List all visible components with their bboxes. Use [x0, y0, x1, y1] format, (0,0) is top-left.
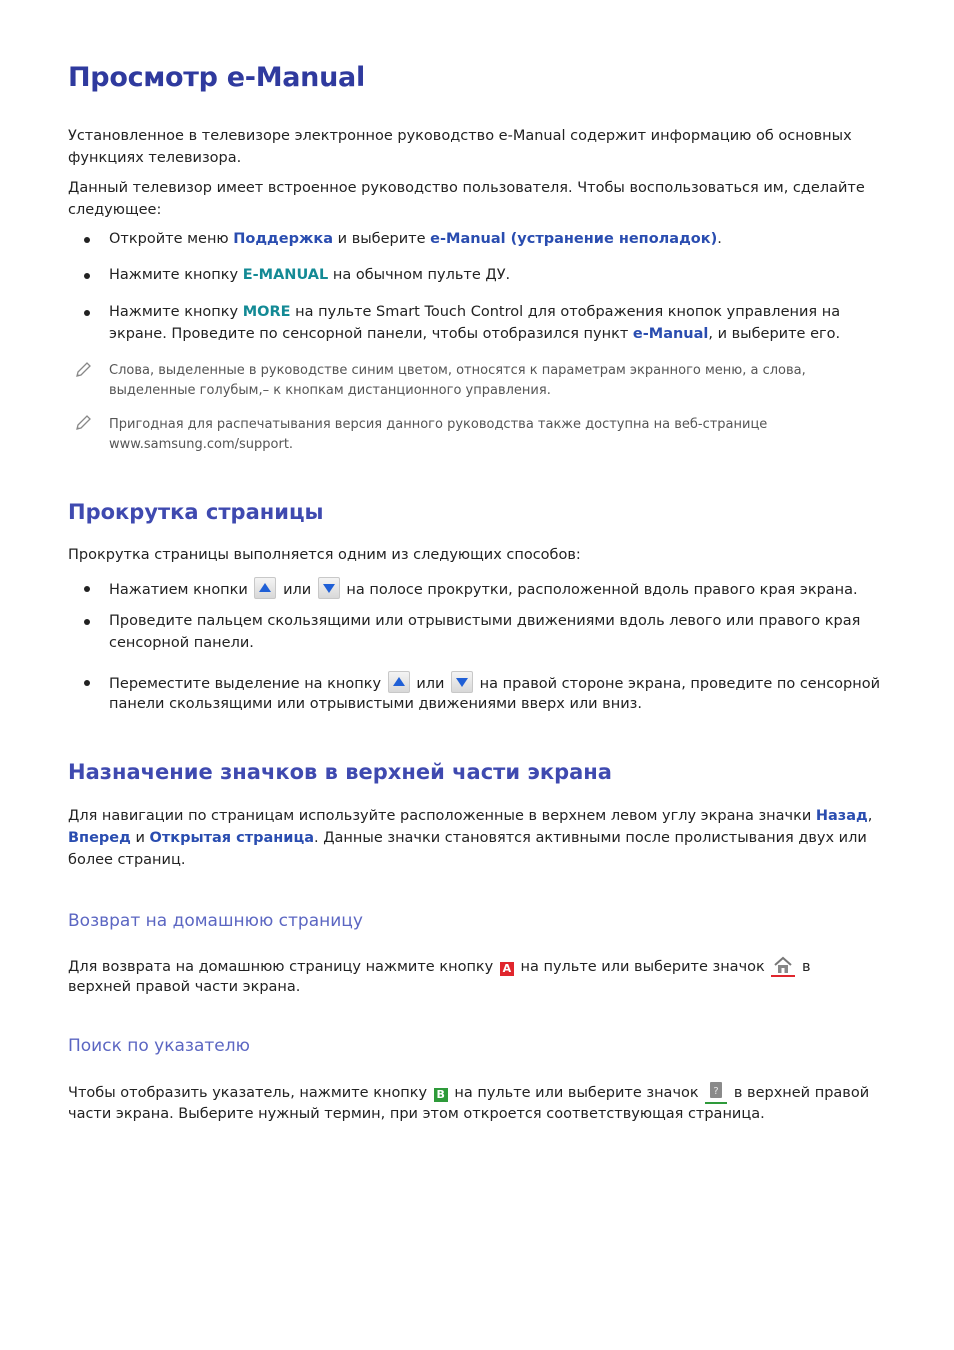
subheading-home: Возврат на домашнюю страницу — [68, 911, 363, 931]
scroll-bullet-focus: Переместите выделение на кнопку или на правой стороне экрана, проведите по сенсорной панели скользящими или отрывистыми движениями вверх или вниз. — [109, 671, 889, 714]
menu-support: Поддержка — [233, 231, 334, 247]
subheading-index: Поиск по указателю — [68, 1036, 250, 1056]
key-a-icon: A — [500, 962, 514, 976]
bullet-press-emanual: Нажмите кнопку E-MANUAL на обычном пульте ДУ. — [109, 267, 511, 283]
menu-open-page: Открытая страница — [149, 830, 314, 846]
pencil-note-icon — [74, 414, 92, 432]
scroll-lead: Прокрутка страницы выполняется одним из следующих способов: — [68, 547, 581, 563]
section-heading-scroll: Прокрутка страницы — [68, 500, 324, 524]
scroll-up-icon — [388, 671, 410, 693]
intro-paragraph-1: Установленное в телевизоре электронное руководство e-Manual содержит информацию об основных функциях телевизора. — [68, 128, 852, 166]
bullet-dot — [84, 619, 90, 625]
button-emanual: E-MANUAL — [242, 267, 329, 283]
home-icon — [771, 955, 795, 977]
bullet-dot — [84, 310, 90, 316]
menu-emanual: e-Manual — [632, 326, 709, 342]
scroll-up-icon — [254, 577, 276, 599]
svg-text:?: ? — [713, 1086, 719, 1097]
section-heading-icons: Назначение значков в верхней части экрана — [68, 760, 612, 784]
bullet-press-more: Нажмите кнопку MORE на пульте Smart Touch Control для отображения кнопок управления на экране. Проведите по сенсорной панели, чтобы отобразился пункт e-Manual, и выберите его. — [109, 304, 841, 342]
note-printable: Пригодная для распечатывания версия данного руководства также доступна на веб-странице www.samsung.com/support. — [109, 417, 768, 452]
bullet-dot — [84, 680, 90, 686]
bullet-dot — [84, 237, 90, 243]
bullet-dot — [84, 273, 90, 279]
page-title: Просмотр e-Manual — [68, 62, 365, 93]
index-paragraph: Чтобы отобразить указатель, нажмите кнопку B на пульте или выберите значок ? в верхней правой части экрана. Выберите нужный термин, при этом откроется соответствующая страница. — [68, 1080, 884, 1124]
bullet-open-menu: Откройте меню Поддержка и выберите e-Manual (устранение неполадок). — [109, 231, 722, 247]
key-b-icon: B — [434, 1088, 448, 1102]
intro-paragraph-2: Данный телевизор имеет встроенное руководство пользователя. Чтобы воспользоваться им, сделайте следующее: — [68, 180, 865, 218]
index-icon — [705, 1080, 727, 1104]
icons-paragraph: Для навигации по страницам используйте расположенные в верхнем левом углу экрана значки Назад, Вперед и Открытая страница. Данные значки становятся активными после пролистывания двух или более страниц. — [68, 808, 873, 868]
scroll-down-icon — [451, 671, 473, 693]
home-paragraph: Для возврата на домашнюю страницу нажмите кнопку A на пульте или выберите значок в верхней правой части экрана. — [68, 955, 868, 997]
scroll-bullet-swipe: Проведите пальцем скользящими или отрывистыми движениями вдоль левого или правого края сенсорной панели. — [109, 613, 861, 651]
menu-back: Назад — [815, 808, 868, 824]
scroll-bullet-buttons: Нажатием кнопки или на полосе прокрутки, расположенной вдоль правого края экрана. — [109, 577, 899, 601]
note-colors: Слова, выделенные в руководстве синим цветом, относятся к параметрам экранного меню, а слова, выделенные голубым,– к кнопкам дистанционного управления. — [109, 363, 806, 398]
pencil-note-icon — [74, 361, 92, 379]
scroll-down-icon — [318, 577, 340, 599]
menu-forward: Вперед — [68, 830, 131, 846]
bullet-dot — [84, 586, 90, 592]
button-more: MORE — [242, 304, 291, 320]
menu-emanual-troubleshoot: e-Manual (устранение неполадок) — [430, 231, 718, 247]
